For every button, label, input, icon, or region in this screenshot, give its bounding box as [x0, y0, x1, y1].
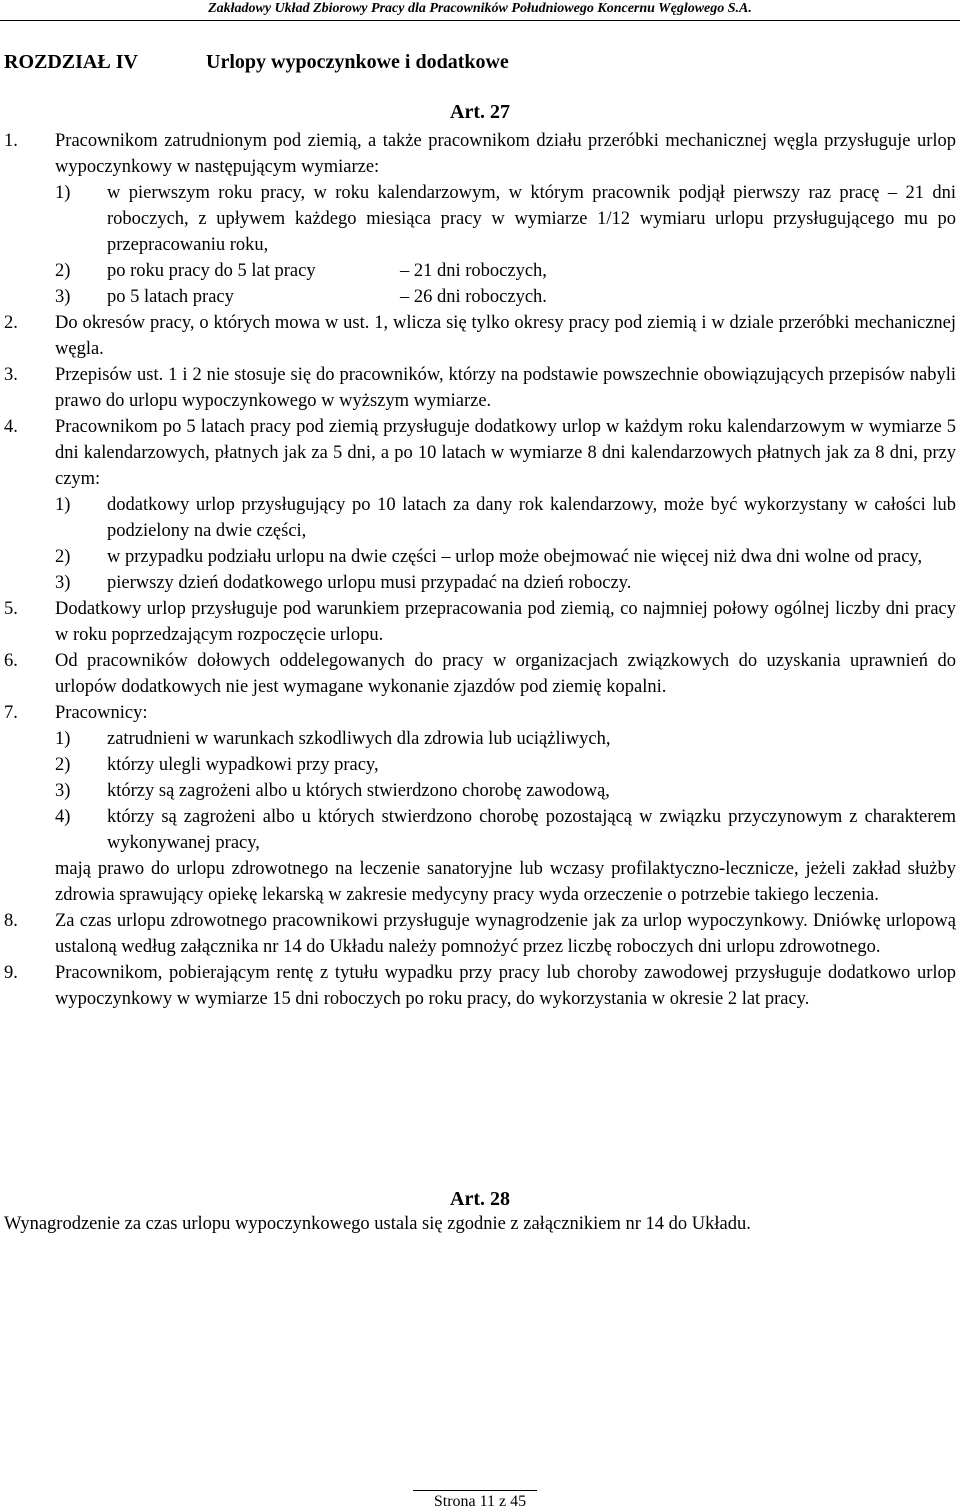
paragraph-text: Pracownicy: [55, 703, 148, 723]
paragraph-3 [0, 362, 956, 414]
paragraph-2 [0, 310, 956, 362]
subpoint-number: 1) [55, 729, 71, 749]
paragraph-text: Pracownikom zatrudnionym pod ziemią, a także pracownikom działu przeróbki mechanicznej węgla przysługuje urlop wypoczynkowy w następującym wymiarze: [55, 131, 956, 177]
page-number-footer: Strona 11 z 45 [433, 1493, 527, 1510]
subpoint-label: po roku pracy do 5 lat pracy [107, 261, 316, 281]
subpoint-number: 4) [55, 807, 71, 827]
paragraph-number: 1. [4, 131, 18, 151]
paragraph-text: Dodatkowy urlop przysługuje pod warunkiem przepracowania pod ziemią, co najmniej połowy ogólnej liczby dni pracy w roku poprzedzającym rozpoczęcie urlopu. [55, 599, 956, 645]
paragraph-text: Od pracowników dołowych oddelegowanych do pracy w organizacjach związkowych do uzyskania uprawnień do urlopów dodatkowych nie jest wymagane wykonanie zjazdów pod ziemię kopalni. [55, 651, 956, 697]
subpoint-number: 2) [55, 755, 71, 775]
subpoint-value: – 21 dni roboczych, [400, 261, 547, 281]
header-rule [0, 20, 960, 21]
subpoint-label: po 5 latach pracy [107, 287, 234, 307]
subpoint-value: – 26 dni roboczych. [400, 287, 547, 307]
paragraph-1-subpoints [0, 180, 956, 310]
subpoint [55, 492, 956, 544]
subpoint [55, 752, 956, 778]
article-27-body [0, 128, 956, 1012]
paragraph-text: Pracownikom po 5 latach pracy pod ziemią przysługuje dodatkowy urlop w każdym roku kalendarzowym w wymiarze 5 dni kalendarzowych, płatnych jak za 5 dni, a po 10 latach w wymiarze 8 dni kalendarzowych płatnych jak za 8 dni, przy czym: [55, 417, 956, 489]
paragraph-6 [0, 648, 956, 700]
subpoint-text: którzy są zagrożeni albo u których stwierdzono chorobę pozostającą w związku przyczynowym z charakterem wykonywanej pracy, [107, 807, 956, 853]
subpoint [55, 180, 956, 258]
paragraph-8 [0, 908, 956, 960]
subpoint [55, 778, 956, 804]
paragraph-7 [0, 700, 956, 908]
paragraph-text: Pracownikom, pobierającym rentę z tytułu wypadku przy pracy lub choroby zawodowej przysługuje dodatkowo urlop wypoczynkowy w wymiarze 15 dni roboczych po roku pracy, do wykorzystania w okresie 2 lat pracy. [55, 963, 956, 1009]
paragraph-number: 4. [4, 417, 18, 437]
subpoint-number: 3) [55, 781, 71, 801]
subpoint-text: dodatkowy urlop przysługujący po 10 latach za dany rok kalendarzowy, może być wykorzystany w całości lub podzielony na dwie części, [107, 495, 956, 541]
subpoint-text: w przypadku podziału urlopu na dwie części – urlop może obejmować nie więcej niż dwa dni wolne od pracy, [107, 547, 923, 567]
subpoint [55, 570, 956, 596]
paragraph-1 [0, 128, 956, 180]
paragraph-number: 2. [4, 313, 18, 333]
paragraph-4 [0, 414, 956, 596]
subpoint-number: 3) [55, 287, 71, 307]
subpoint-text: pierwszy dzień dodatkowego urlopu musi przypadać na dzień roboczy. [107, 573, 632, 593]
running-header: Zakładowy Układ Zbiorowy Pracy dla Pracowników Południowego Koncernu Węglowego S.A. [208, 1, 752, 16]
paragraph-text: Do okresów pracy, o których mowa w ust. 1, wlicza się tylko okresy pracy pod ziemią i w dziale przeróbki mechanicznej węgla. [55, 313, 956, 359]
paragraph-outro: mają prawo do urlopu zdrowotnego na leczenie sanatoryjne lub wczasy profilaktyczno-lecznicze, jeżeli zakład służby zdrowia sprawujący opiekę lekarską w zakresie medycyny pracy wyda orzeczenie o potrzebie takiego leczenia. [55, 859, 956, 905]
article-27-heading: Art. 27 [450, 101, 510, 123]
paragraph-number: 6. [4, 651, 18, 671]
paragraph-text: Przepisów ust. 1 i 2 nie stosuje się do pracowników, którzy na podstawie powszechnie obowiązujących przepisów nabyli prawo do urlopu wypoczynkowego w wyższym wymiarze. [55, 365, 956, 411]
paragraph-number: 5. [4, 599, 18, 619]
subpoint [55, 726, 956, 752]
paragraph-number: 9. [4, 963, 18, 983]
chapter-number: ROZDZIAŁ IV [4, 51, 138, 73]
subpoint-number: 2) [55, 547, 71, 567]
chapter-title: Urlopy wypoczynkowe i dodatkowe [206, 51, 509, 73]
subpoint [55, 258, 956, 284]
subpoint-number: 1) [55, 183, 71, 203]
paragraph-9 [0, 960, 956, 1012]
subpoint [55, 284, 956, 310]
paragraph-number: 7. [4, 703, 18, 723]
paragraph-5 [0, 596, 956, 648]
subpoint [55, 544, 956, 570]
subpoint-number: 2) [55, 261, 71, 281]
article-28-heading: Art. 28 [450, 1188, 510, 1210]
subpoint-text: w pierwszym roku pracy, w roku kalendarzowym, w którym pracownik podjął pierwszy raz pracę – 21 dni roboczych, z upływem każdego miesiąca pracy w wymiarze 1/12 wymiaru urlopu przysługującego mu po przepracowaniu roku, [107, 183, 956, 255]
paragraph-text: Za czas urlopu zdrowotnego pracownikowi przysługuje wynagrodzenie jak za urlop wypoczynkowy. Dniówkę urlopową ustaloną według załącznika nr 14 do Układu należy pomnożyć przez liczbę roboczych dni urlopu zdrowotnego. [55, 911, 956, 957]
subpoint-number: 1) [55, 495, 71, 515]
article-28-text: Wynagrodzenie za czas urlopu wypoczynkowego ustala się zgodnie z załącznikiem nr 14 do Układu. [4, 1214, 751, 1234]
footer-rule [413, 1490, 537, 1491]
subpoint [55, 804, 956, 856]
subpoint-text: którzy ulegli wypadkowi przy pracy, [107, 755, 379, 775]
subpoint-number: 3) [55, 573, 71, 593]
subpoint-text: którzy są zagrożeni albo u których stwierdzono chorobę zawodową, [107, 781, 610, 801]
paragraph-number: 8. [4, 911, 18, 931]
subpoint-text: zatrudnieni w warunkach szkodliwych dla zdrowia lub uciążliwych, [107, 729, 611, 749]
paragraph-number: 3. [4, 365, 18, 385]
